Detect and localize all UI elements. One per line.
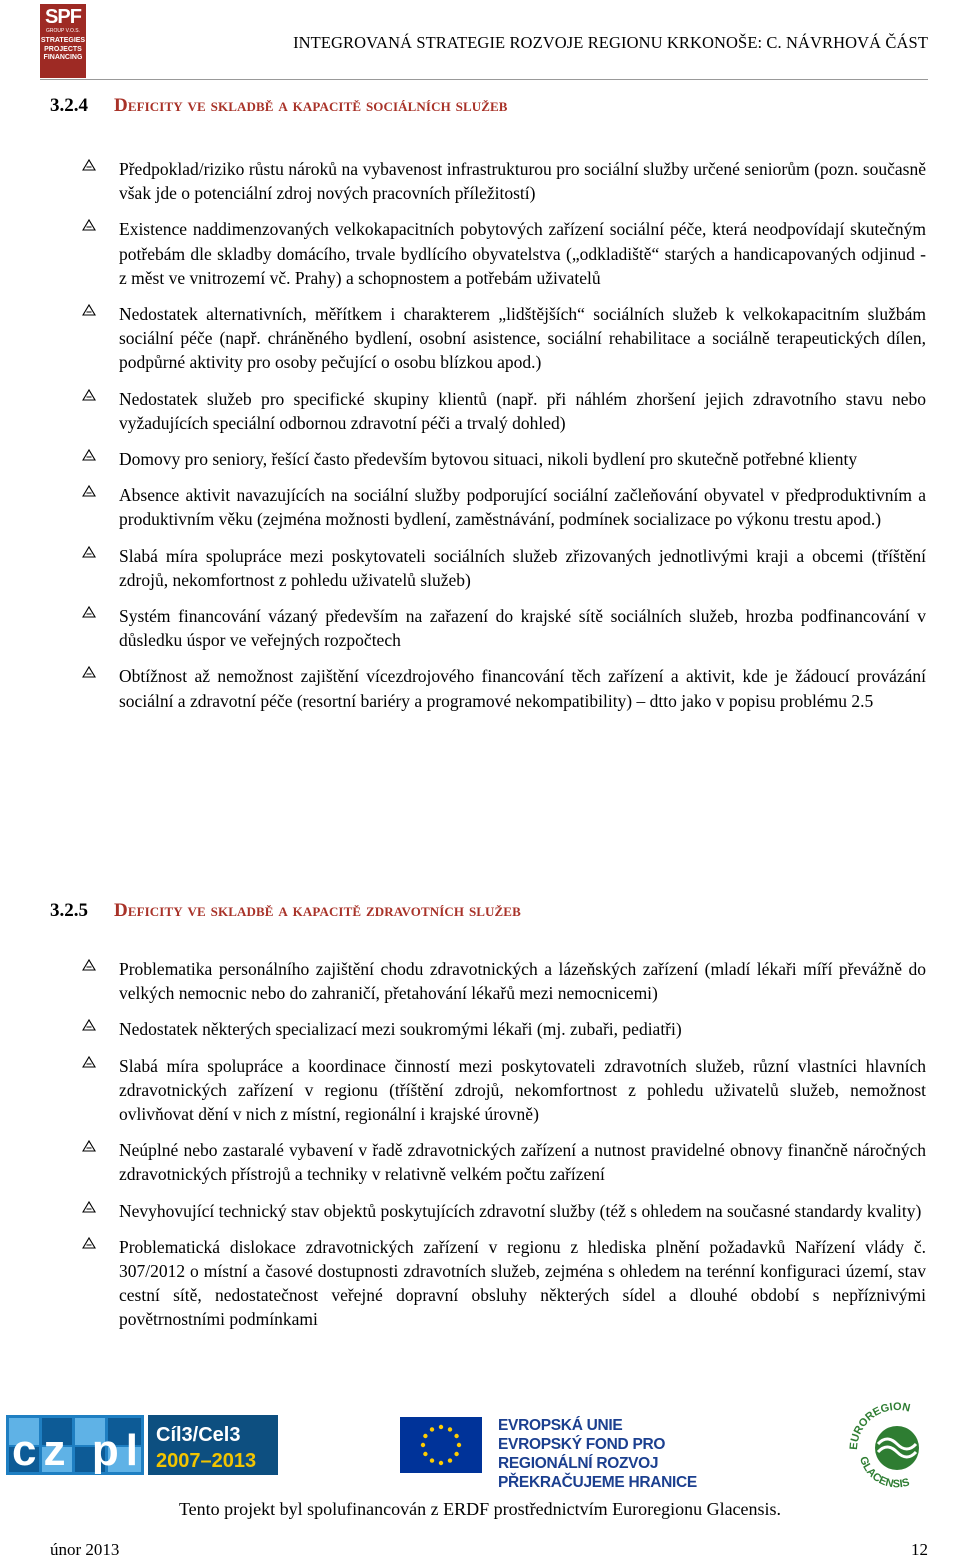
logo-line: FINANCING xyxy=(43,54,83,61)
logo-initials: SPF xyxy=(45,6,81,28)
bullet-icon xyxy=(82,218,96,232)
funding-note: Tento projekt byl spolufinancován z ERDF prostřednictvím Euroregionu Glacensis. xyxy=(178,1499,782,1519)
list-item-text: Systém financování vázaný především na zařazení do krajské sítě sociálních služeb, hrozba podfinancování v důsledku úspor ve veřejných rozpočtech xyxy=(119,606,926,651)
section-heading xyxy=(50,95,508,117)
svg-text:Cíl3/Cel3: Cíl3/Cel3 xyxy=(156,1424,241,1446)
list-item-text: Slabá míra spolupráce a koordinace činností mezi poskytovateli zdravotních služeb, různí vlastníci hlavních zdravotnických zařízení v regionu (tříštění zdrojů, nekomfortnost z pohledu uživatelů služeb, nemožnost ovlivňovat dění v nich z místní, regionální i krajské úrovně) xyxy=(119,1055,926,1125)
list-item-text: Slabá míra spolupráce mezi poskytovateli sociálních služeb zřizovaných jednotlivými kraji a obcemi (tříštění zdrojů, nekomfortnost z pohledu uživatelů služeb) xyxy=(119,545,926,590)
list-item xyxy=(82,447,926,471)
logo-line: STRATEGIES xyxy=(40,37,86,44)
header-divider xyxy=(40,79,928,80)
list-item-text: Obtížnost až nemožnost zajištění vícezdrojového financování těch zařízení a aktivit, kde je žádoucí provázání sociální a zdravotní péče (resortní bariéry a programové nekompatibility) – dtto jako v popisu problému 2.5 xyxy=(119,666,926,711)
cz-pl-program-logo xyxy=(6,1415,278,1475)
list-item xyxy=(82,957,926,1005)
list-item xyxy=(82,544,926,592)
list-item xyxy=(82,1138,926,1186)
list-item-text: Nedostatek služeb pro specifické skupiny klientů (např. při náhlém zhoršení jejich zdravotního stavu nebo vyžadujících speciální odbornou zdravotní péči a trvalý dohled) xyxy=(119,388,926,433)
list-item xyxy=(82,302,926,375)
bullet-icon xyxy=(82,1139,96,1153)
list-item xyxy=(82,1199,926,1223)
list-item xyxy=(82,1017,926,1041)
list-item-text: Absence aktivit navazujících na sociální služby podporující sociální začleňování obyvatel v předproduktivním a produktivním věku (zejména možnosti bydlení, zaměstnávání, podmínek socializace po výkonu trestu apod.) xyxy=(119,485,926,530)
bullet-icon xyxy=(82,484,96,498)
running-title: INTEGROVANÁ STRATEGIE ROZVOJE REGIONU KRKONOŠE: C. NÁVRHOVÁ ČÁST xyxy=(293,33,928,52)
list-item xyxy=(82,1235,926,1332)
euroregion-glacensis-logo xyxy=(842,1400,952,1490)
eu-flag-icon xyxy=(400,1417,482,1473)
list-item xyxy=(82,1054,926,1127)
list-item-text: Nedostatek některých specializací mezi soukromými lékaři (mj. zubaři, pediatři) xyxy=(119,1019,682,1040)
list-item-text: Neúplné nebo zastaralé vybavení v řadě zdravotnických zařízení a nutnost pravidelné obnovy finančně náročných zdravotnických přístrojů a techniky v relativně velkém počtu zařízení xyxy=(119,1140,926,1185)
deficit-list xyxy=(82,957,926,1344)
bullet-icon xyxy=(82,605,96,619)
bullet-icon xyxy=(82,1055,96,1069)
svg-text:2007–2013: 2007–2013 xyxy=(156,1450,257,1472)
bullet-icon xyxy=(82,545,96,559)
section-number: 3.2.4 xyxy=(50,95,88,116)
list-item xyxy=(82,217,926,290)
page-number: 12 xyxy=(911,1540,928,1559)
list-item xyxy=(82,604,926,652)
section-title: Deficity ve skladbě a kapacitě zdravotních služeb xyxy=(114,900,521,921)
list-item xyxy=(82,157,926,205)
list-item-text: Předpoklad/riziko růstu nároků na vybavenost infrastrukturou pro sociální služby určené seniorům (pozn. současně však jde o potenciální zdroj nových pracovních příležitostí) xyxy=(119,159,926,204)
section-heading xyxy=(50,900,521,922)
eu-logo-line: EVROPSKÁ UNIE xyxy=(498,1417,623,1434)
bullet-icon xyxy=(82,303,96,317)
logo-line: PROJECTS xyxy=(44,45,82,53)
bullet-icon xyxy=(82,958,96,972)
page-date: únor 2013 xyxy=(50,1540,120,1559)
list-item-text: Nevyhovující technický stav objektů poskytujících zdravotní služby (též s ohledem na současné standardy kvality) xyxy=(119,1200,922,1221)
bullet-icon xyxy=(82,1200,96,1214)
list-item xyxy=(82,483,926,531)
list-item-text: Domovy pro seniory, řešící často především bytovou situaci, nikoli bydlení pro skutečně potřebné klienty xyxy=(119,449,858,470)
list-item-text: Existence naddimenzovaných velkokapacitních pobytových zařízení sociální péče, která neodpovídají skutečným potřebám dle skladby domácího, trvale bydlícího obyvatelstva („odkladiště“ starých a handicapovaných odjinud - z měst ve vnitrozemí vč. Prahy) a schopnostem a potřebám uživatelů xyxy=(119,219,926,288)
list-item-text: Problematická dislokace zdravotnických zařízení v regionu z hlediska plnění požadavků Nařízení vlády č. 307/2012 o místní a časové dostupnosti zdravotních služeb, zejména s ohledem na terénní konfiguraci území, stav cestní sítě, nedostatečnost veřejné dopravní obsluhy některých sídel a dlouhé období s nepříznivými povětrnostními podmínkami xyxy=(119,1236,926,1330)
bullet-icon xyxy=(82,665,96,679)
eu-logo-line: PŘEKRAČUJEME HRANICE xyxy=(498,1474,697,1491)
list-item xyxy=(82,664,926,712)
section-title: Deficity ve skladbě a kapacitě sociálních služeb xyxy=(114,95,508,116)
bullet-icon xyxy=(82,1236,96,1250)
svg-text:GLACENSIS: GLACENSIS xyxy=(856,1455,911,1490)
bullet-icon xyxy=(82,388,96,402)
bullet-icon xyxy=(82,158,96,172)
list-item-text: Problematika personálního zajištění chodu zdravotnických a lázeňských zařízení (mladí lékaři míří převážně do velkých nemocnic nebo do zahraničí, přetahování lékařů mezi nemocnicemi) xyxy=(119,959,926,1004)
bullet-icon xyxy=(82,448,96,462)
deficit-list xyxy=(82,157,926,725)
spf-logo xyxy=(40,4,86,78)
bullet-icon xyxy=(82,1018,96,1032)
svg-text:EUROREGION: EUROREGION xyxy=(847,1400,912,1451)
eu-logo-line: EVROPSKÝ FOND PRO REGIONÁLNÍ ROZVOJ xyxy=(498,1436,666,1472)
eu-logo xyxy=(400,1415,750,1491)
list-item xyxy=(82,387,926,435)
footer-logos xyxy=(0,1400,960,1495)
section-number: 3.2.5 xyxy=(50,900,88,921)
logo-subtext: GROUP V.O.S. xyxy=(46,28,80,34)
list-item-text: Nedostatek alternativních, měřítkem i charakterem „lidštějších“ sociálních služeb k velkokapacitním službám sociální péče (např. chráněného bydlení, osobní asistence, sociální rehabilitace a sociálně terapeutických dílen, podpůrné aktivity pro osoby pečující o osobu blízkou apod.) xyxy=(119,304,926,373)
svg-text:cz pl: cz pl xyxy=(12,1426,138,1475)
